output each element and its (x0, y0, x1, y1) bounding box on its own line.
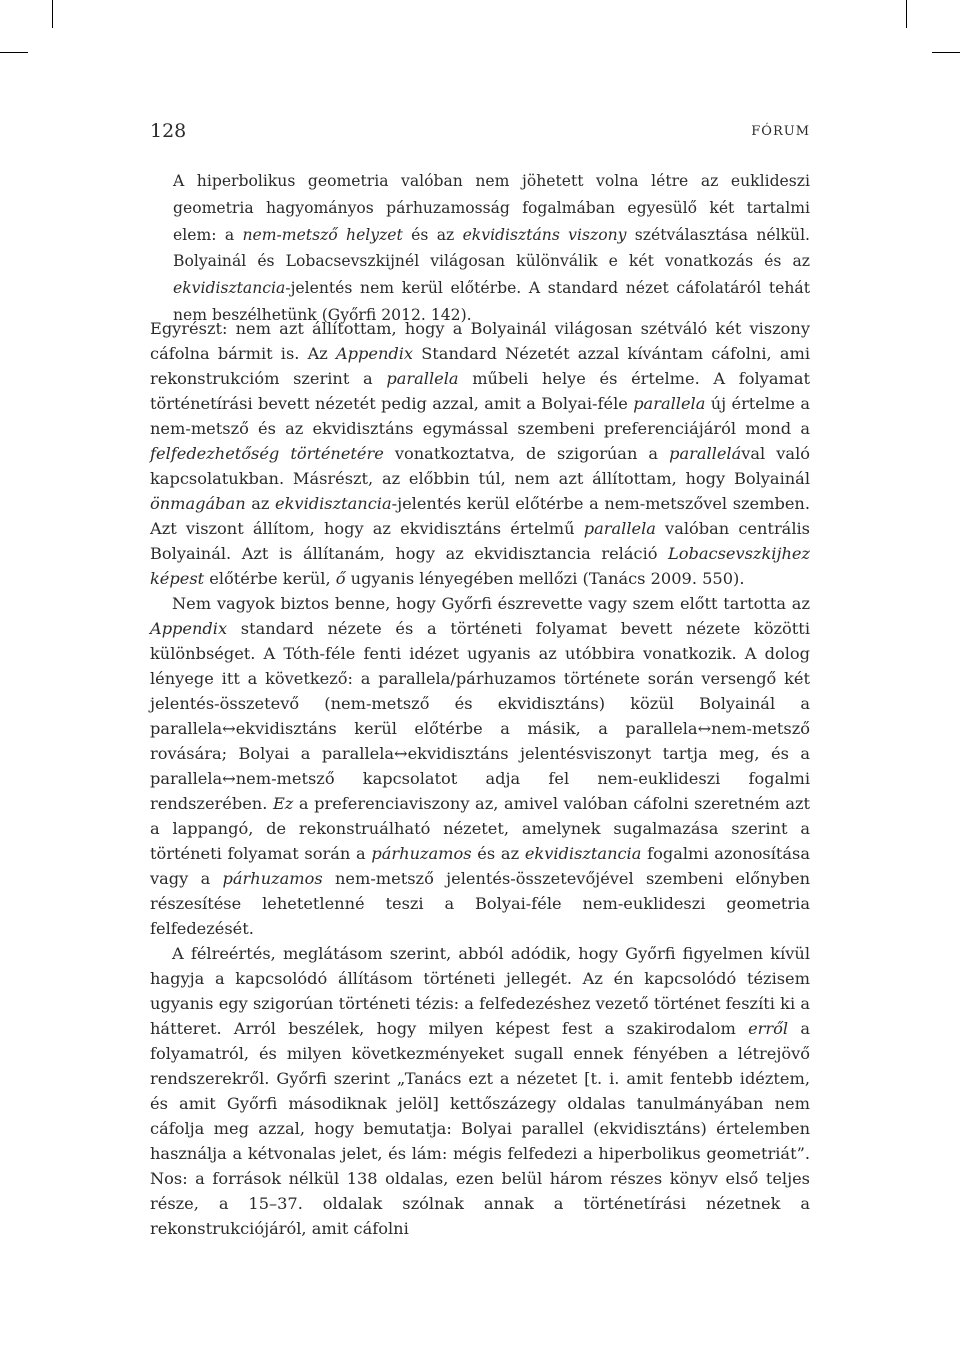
text-run: fogalmi azonosítása vagy a (150, 844, 810, 888)
text-run: új értelme a nem-metsző és az ekvidisztáns egymással szembeni preferenciájáról mond a (150, 394, 810, 438)
crop-mark (906, 0, 907, 28)
crop-mark (52, 0, 53, 28)
italic-term: ekvidisztancia (275, 494, 392, 513)
text-run: -jelentés nem kerül előtérbe. A standard nézet cáfolatáról tehát nem beszélhetünk (Győrfi 2012. 142). (173, 279, 810, 324)
text-run: a folyamatról, és milyen következményeket sugall ennek fényében a létrejövő rendszerekről. Győrfi szerint „Tanács ezt a nézetet [t. i. amit fentebb idéztem, és amit Győrfi másodiknak jelöl] kettőszázegy oldalas tanulmányában nem cáfolja meg azzal, hogy bemutatja: Bolyai parallel (ekvidisztáns) értelemben használja a kétvonalas jelet, és lám: mégis felfedezi a hiperbolikus geometriát”. Nos: a források nélkül 138 oldalas, ezen belül három részes könyv első teljes része, a 15–37. oldalak szólnak annak a történetírási nézetnek a rekonstrukciójáról, amit cáfolni (150, 1019, 810, 1238)
text-run: valóban centrális Bolyainál. Azt is állítanám, hogy az ekvidisztancia reláció (150, 519, 810, 563)
page-header (150, 120, 810, 150)
text-run: ugyanis lényegében mellőzi (Tanács 2009. 550). (345, 569, 745, 588)
italic-term: önmagában (150, 494, 246, 513)
text-run: és az (471, 844, 525, 863)
italic-term: erről (748, 1019, 789, 1038)
italic-term: ekvidisztáns viszony (462, 225, 627, 244)
text-run: Nem vagyok biztos benne, hogy Győrfi észrevette vagy szem előtt tartotta az (172, 594, 810, 613)
section-title: FÓRUM (751, 124, 810, 139)
crop-mark (0, 52, 28, 53)
text-run: nem-metsző jelentés-összetevőjével szembeni előnyben részesítése lehetetlenné teszi a Bolyai-féle nem-euklideszi geometria felfedezését. (150, 869, 810, 938)
italic-term: parallela (583, 519, 656, 538)
body-text (150, 316, 810, 1241)
italic-term: Lobacsevszkijhez képest (150, 544, 810, 588)
italic-term: párhuzamos (222, 869, 323, 888)
block-quote (173, 168, 810, 329)
italic-term: felfedezhetőség történetére (150, 444, 384, 463)
italic-term: Appendix (335, 344, 414, 363)
quote-paragraph (173, 168, 810, 329)
text-run: szétválasztása nélkül. Bolyainál és Lobacsevszkijnél világosan különválik e két vonatkozás és az (173, 225, 811, 271)
italic-term: parallela (386, 369, 459, 388)
paragraph-3 (150, 941, 810, 1241)
italic-term: ekvidisztancia (524, 844, 642, 863)
italic-term: Appendix (150, 619, 228, 638)
italic-term: parallelá (669, 444, 742, 463)
text-run: műbeli helye és értelme. A folyamat történetírási bevett nézetét pedig azzal, amit a Bolyai-féle (150, 369, 810, 413)
italic-term: párhuzamos (371, 844, 472, 863)
text-run: és az (402, 225, 463, 244)
crop-mark (932, 52, 960, 53)
text-run: A hiperbolikus geometria valóban nem jöhetett volna létre az euklideszi geometria hagyományos párhuzamosság fogalmában egyesülő két tartalmi elem: a (173, 172, 810, 244)
paragraph-2 (150, 591, 810, 941)
page-number: 128 (150, 120, 187, 142)
italic-term: ekvidisztancia (173, 279, 286, 298)
text-run: standard nézete és a történeti folyamat bevett nézete közötti különbséget. A Tóth-féle fenti idézet ugyanis az utóbbira vonatkozik. A dolog lényege itt a következő: a parallela/párhuzamos története során versengő két jelentés-összetevő (nem-metsző és ekvidisztáns) közül Bolyainál a parallela↔ekvidisztáns kerül előtérbe a másik, a parallela↔nem-metsző rovására; Bolyai a parallela↔ekvidisztáns jelentésviszonyt tartja meg, és a parallela↔nem-metsző kapcsolatot adja fel nem-euklideszi fogalmi rendszerében. (150, 619, 810, 813)
text-run: előtérbe kerül, (204, 569, 336, 588)
italic-term: Ez (272, 794, 294, 813)
text-run: Standard Nézetét azzal kívántam cáfolni, ami rekonstrukcióm szerint a (150, 344, 810, 388)
text-run: A félreértés, meglátásom szerint, abból adódik, hogy Győrfi figyelmen kívül hagyja a kapcsolódó állításom történeti jellegét. Az én kapcsolódó tézisem ugyanis egy szigorúan történeti tézis: a felfedezéshez vezető történet feszíti ki a hátteret. Arról beszélek, hogy milyen képest fest a szakirodalom (150, 944, 810, 1038)
italic-term: ő (335, 569, 346, 588)
italic-term: nem-metsző helyzet (242, 225, 403, 244)
text-run: vonatkoztatva, de szigorúan a (383, 444, 670, 463)
text-run: Egyrészt: nem azt állítottam, hogy a Bolyainál világosan szétváló két viszony cáfolna bármit is. Az (150, 319, 810, 363)
italic-term: parallela (633, 394, 706, 413)
text-run: val való kapcsolatukban. Másrészt, az előbbin túl, nem azt állítottam, hogy Bolyainál (150, 444, 810, 488)
text-run: az (245, 494, 276, 513)
text-run: a preferenciaviszony az, amivel valóban cáfolni szeretném azt a lappangó, de rekonstruálható nézetet, amelynek sugalmazása szerint a történeti folyamat során a (150, 794, 811, 863)
paragraph-1 (150, 316, 810, 591)
text-run: -jelentés kerül előtérbe a nem-metszővel szemben. Azt viszont állítom, hogy az ekvidisztáns értelmű (150, 494, 810, 538)
